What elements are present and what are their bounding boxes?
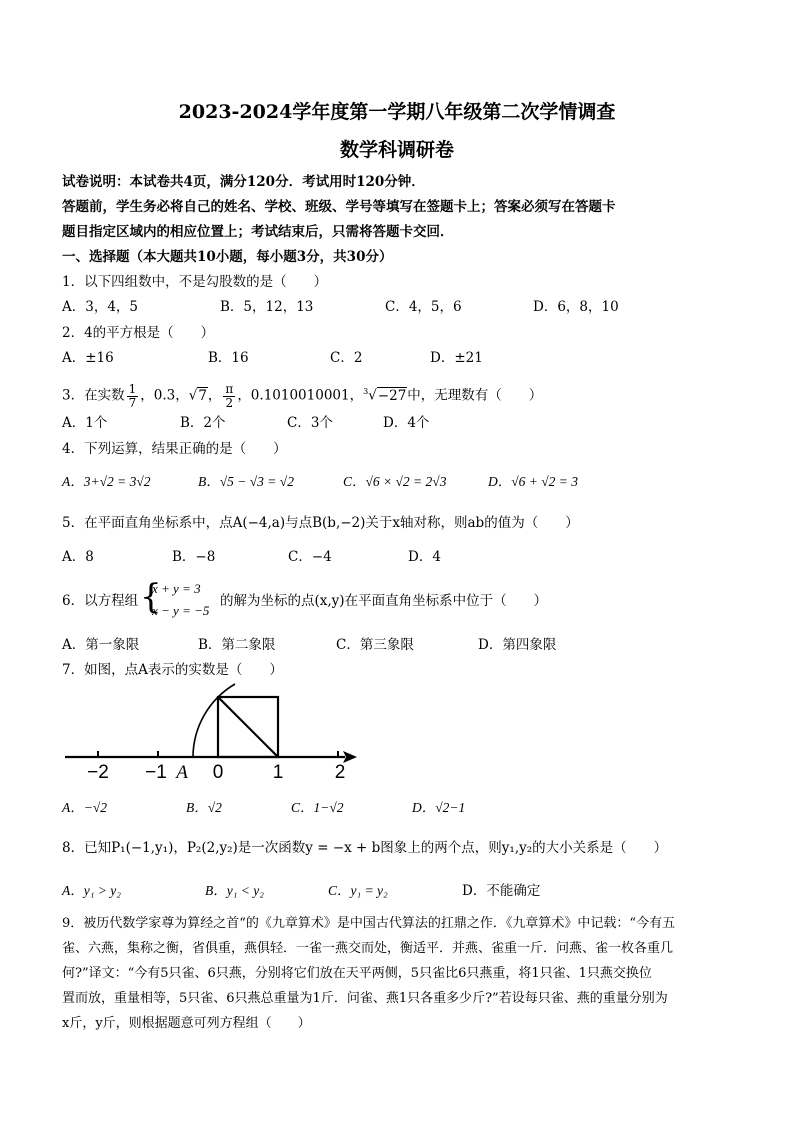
q8-option-c: C．y₁ = y₂: [328, 883, 388, 898]
q1-option-d: D．6，8，10: [533, 299, 619, 315]
exam-title: 2023-2024学年度第一学期八年级第二次学情调查: [178, 101, 616, 123]
q9-line2: 雀、六燕，集称之衡，省俱重，燕俱轻．一雀一燕交而处，衡适平．并燕、雀重一斤．问燕、雀一枚各重几: [62, 941, 674, 956]
compass-arc: [193, 684, 235, 757]
number-line-figure: [60, 682, 370, 782]
q3-cbrt-value: −27: [377, 387, 407, 404]
q2-option-b: B．16: [208, 350, 249, 366]
label-zero: 0: [212, 762, 224, 782]
label-point-a: A: [176, 762, 188, 782]
q1-option-b: B．5，12，13: [220, 299, 314, 315]
q3-stem: 3．在实数 $\frac{1}{7}$ ，0.3，√7， $\frac{\pi}{2}$ ，0.1010010001，$^3$√−27中，无理数有（ ）: [62, 381, 543, 410]
q7-stem: 7．如图，点A表示的实数是（ ）: [62, 662, 283, 678]
q6-brace: {: [140, 577, 162, 617]
q9-line1: 9．被历代数学家尊为算经之首“的《九章算术》是中国古代算法的扛鼎之作．《九章算术》中记载：“今有五: [62, 916, 676, 931]
q4-option-c: C．√6 × √2 = 2√3: [343, 474, 447, 489]
label-one: 1: [272, 762, 284, 782]
q5-option-d: D．4: [408, 549, 441, 565]
q6-option-d: D．第四象限: [478, 637, 557, 653]
q6-equation-2: x − y = −5: [152, 603, 210, 618]
q3-option-d: D．4个: [383, 415, 430, 431]
q7-option-d: D．√2−1: [412, 800, 466, 815]
q3-option-b: B．2个: [180, 415, 226, 431]
label-two: 2: [334, 762, 346, 782]
q6-option-c: C．第三象限: [336, 637, 414, 653]
q1-stem: 1．以下四组数中，不是勾股数的是（ ）: [62, 274, 328, 290]
q4-stem: 4．下列运算，结果正确的是（ ）: [62, 441, 287, 457]
q2-option-d: D．±21: [430, 350, 483, 366]
section-heading: 一、选择题（本大题共10小题，每小题3分，共30分）: [62, 249, 393, 265]
label-minus-2: −2: [87, 762, 109, 782]
q3-option-c: C．3个: [287, 415, 333, 431]
q3-fraction: $\frac{1}{7}$: [128, 381, 137, 410]
q8-stem: 8．已知P₁(−1,y₁)，P₂(2,y₂)是一次函数y = −x + b图象上的两个点，则y₁,y₂的大小关系是（ ）: [62, 840, 668, 856]
q3-text1: ，0.3，: [140, 387, 189, 404]
q3-pi-fraction: $\frac{\pi}{2}$: [225, 381, 234, 410]
q9-line5: x斤，y斤，则根据题意可列方程组（ ）: [62, 1016, 311, 1031]
q9-line4: 置而放，重量相等，5只雀、6只燕总重量为1斤．问雀、燕1只各重多少斤?”若设每只雀、燕的重量分别为: [62, 991, 668, 1006]
q1-option-c: C．4，5，6: [385, 299, 462, 315]
q2-option-c: C．2: [330, 350, 363, 366]
q3-suffix: 中，无理数有（ ）: [407, 387, 543, 404]
instructions-line1: 试卷说明：本试卷共4页，满分120分．考试用时120分钟．: [62, 174, 425, 190]
q7-option-a: A．−√2: [62, 800, 108, 815]
q2-option-a: A．±16: [62, 350, 114, 366]
q7-option-b: B．√2: [186, 800, 222, 815]
q3-sqrt7: 7: [198, 387, 207, 404]
q4-option-b: B．√5 − √3 = √2: [198, 474, 294, 489]
q4-option-d: D．√6 + √2 = 3: [488, 474, 579, 489]
q7-option-c: C．1−√2: [291, 800, 344, 815]
instructions-line3: 题目指定区域内的相应位置上；考试结束后，只需将答题卡交回．: [62, 224, 454, 240]
q4-option-a: A．3+√2 = 3√2: [62, 474, 151, 489]
q6-option-b: B．第二象限: [198, 637, 276, 653]
q3-text2: ，: [207, 387, 222, 404]
label-minus-1: −1: [145, 762, 167, 782]
square-diagonal: [218, 697, 278, 757]
q6-suffix: 的解为坐标的点(x,y)在平面直角坐标系中位于（ ）: [220, 593, 548, 609]
q3-option-a: A．1个: [62, 415, 108, 431]
exam-subtitle: 数学科调研卷: [339, 139, 454, 161]
q6-equation-1: x + y = 3: [152, 581, 201, 596]
q3-prefix: 3．在实数: [62, 387, 125, 404]
q5-option-a: A．8: [62, 549, 94, 565]
q5-stem: 5．在平面直角坐标系中，点A(−4,a)与点B(b,−2)关于x轴对称，则ab的值为（ ）: [62, 515, 579, 531]
q6-prefix: 6．以方程组: [62, 593, 139, 609]
q1-option-a: A．3，4，5: [62, 299, 139, 315]
q5-option-c: C．−4: [288, 549, 332, 565]
q8-option-b: B．y₁ < y₂: [205, 883, 264, 898]
q9-line3: 何?”译文：“今有5只雀、6只燕，分别将它们放在天平两侧，5只雀比6只燕重，将1只雀、1只燕交换位: [62, 966, 652, 981]
q8-option-a: A．y₁ > y₂: [62, 883, 121, 898]
q8-option-d: D．不能确定: [462, 883, 541, 899]
q2-stem: 2．4的平方根是（ ）: [62, 325, 215, 341]
q3-text3: ，0.1010010001，: [237, 387, 364, 404]
q6-option-a: A．第一象限: [62, 637, 140, 653]
instructions-line2: 答题前，学生务必将自己的姓名、学校、班级、学号等填写在签题卡上；答案必须写在答题卡: [62, 199, 616, 215]
q3-cbrt-index: 3: [363, 387, 369, 396]
q5-option-b: B．−8: [172, 549, 216, 565]
